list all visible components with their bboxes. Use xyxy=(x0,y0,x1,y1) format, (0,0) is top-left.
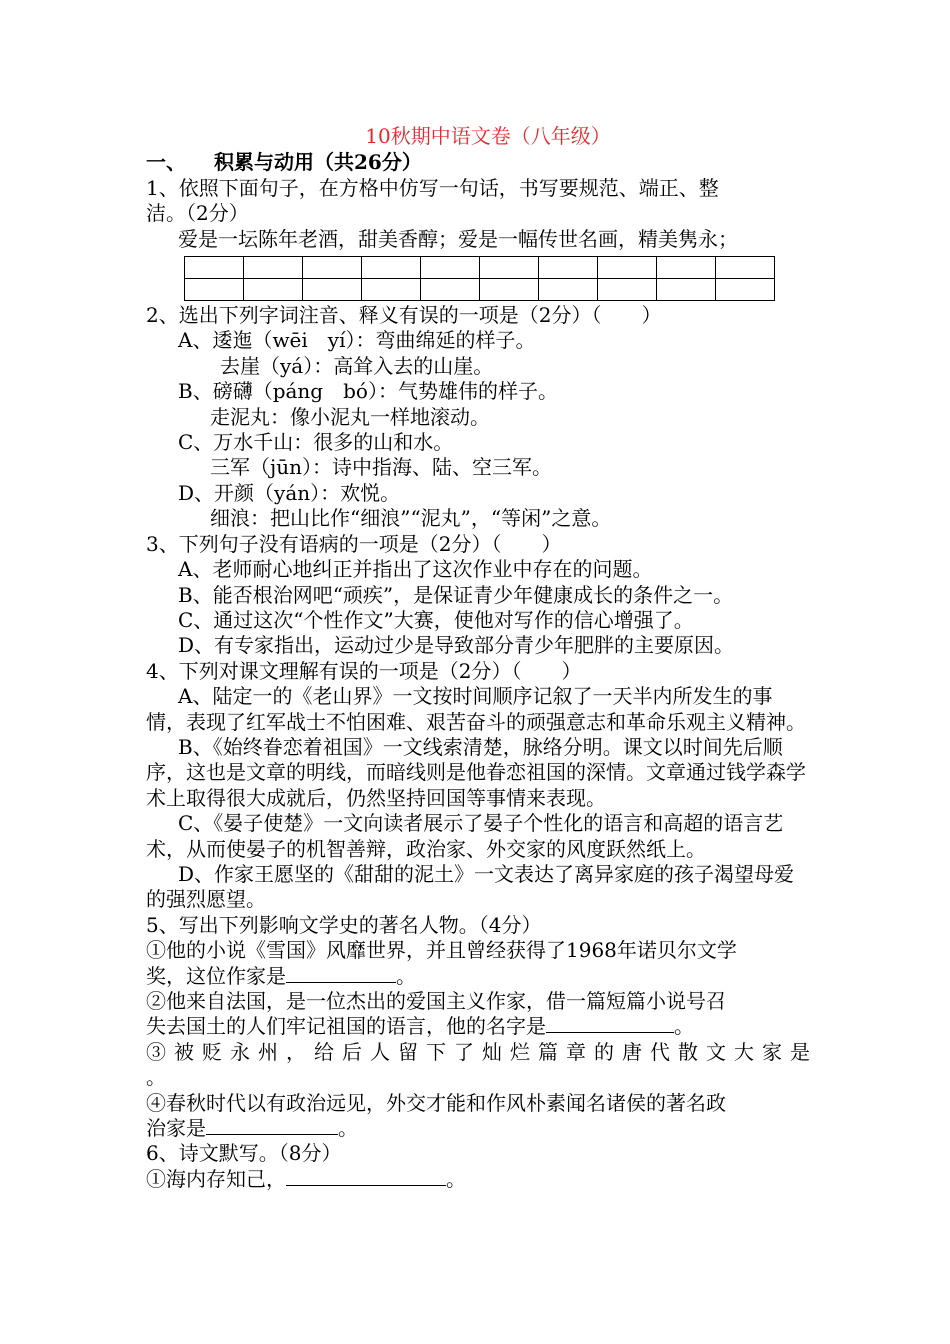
q5-item4-line1: ④春秋时代以有政治远见，外交才能和作风朴素闻名诸侯的著名政 xyxy=(146,1090,726,1115)
q5-item2-line1: ②他来自法国，是一位杰出的爱国主义作家，借一篇短篇小说号召 xyxy=(146,989,726,1013)
q1-example-sentence: 爱是一坛陈年老酒，甜美香醇；爱是一幅传世名画，精美隽永； xyxy=(178,226,738,251)
period: 。 xyxy=(338,1116,358,1141)
q6-item1-text: ①海内存知己， xyxy=(146,1166,286,1191)
grid-cell[interactable] xyxy=(598,257,657,279)
period: 。 xyxy=(146,1065,166,1090)
grid-cell[interactable] xyxy=(303,279,362,301)
grid-cell[interactable] xyxy=(185,279,244,301)
q6-stem: 6、诗文默写。（8分） xyxy=(146,1141,342,1166)
section-label: 积累与动用（共26分） xyxy=(214,150,422,175)
grid-cell[interactable] xyxy=(421,279,480,301)
grid-cell[interactable] xyxy=(480,257,539,279)
q5-item2-line2 xyxy=(146,1014,810,1039)
q1-stem-line1: 1、依照下面句子，在方格中仿写一句话，书写要规范、端正、整 xyxy=(146,175,719,200)
q3-option-b: B、能否根治网吧“顽疾”，是保证青少年健康成长的条件之一。 xyxy=(178,582,734,607)
answer-blank[interactable] xyxy=(206,1116,338,1135)
q3-option-d: D、有专家指出，运动过少是导致部分青少年肥胖的主要原因。 xyxy=(178,633,735,658)
grid-cell[interactable] xyxy=(480,279,539,301)
q5-item3-line2 xyxy=(146,1065,810,1090)
grid-cell[interactable] xyxy=(244,257,303,279)
q6-item1 xyxy=(146,1167,810,1192)
grid-cell[interactable] xyxy=(244,279,303,301)
q5-item4-text: 治家是 xyxy=(146,1116,206,1141)
grid-cell[interactable] xyxy=(421,257,480,279)
q5-item4-line2 xyxy=(146,1116,810,1141)
q1-stem-line2: 洁。（2分） xyxy=(146,201,249,226)
grid-cell[interactable] xyxy=(362,279,421,301)
q3-option-a: A、老师耐心地纠正并指出了这次作业中存在的问题。 xyxy=(178,557,653,582)
period: 。 xyxy=(446,1166,466,1191)
q2-option-a: A、逶迤（wēi yí）：弯曲绵延的样子。 xyxy=(178,328,536,353)
answer-blank[interactable] xyxy=(286,964,396,983)
period: 。 xyxy=(674,1014,694,1039)
q2-option-c: C、万水千山：很多的山和水。 xyxy=(178,430,454,455)
q2-option-b: B、磅礴（páng bó）：气势雄伟的样子。 xyxy=(178,379,558,404)
exam-page xyxy=(146,124,810,1192)
q2-stem: 2、选出下列字词注音、释义有误的一项是（2分）（ ） xyxy=(146,303,662,328)
q3-stem: 3、下列句子没有语病的一项是（2分）（ ） xyxy=(146,531,562,556)
q5-stem: 5、写出下列影响文学史的著名人物。（4分） xyxy=(146,912,542,937)
writing-grid[interactable] xyxy=(184,256,775,301)
q4-option-d: D、作家王愿坚的《甜甜的泥土》一文表达了离异家庭的孩子渴望母爱的强烈愿望。 xyxy=(146,861,795,912)
answer-blank[interactable] xyxy=(546,1014,674,1033)
grid-cell[interactable] xyxy=(657,257,716,279)
q4-stem: 4、下列对课文理解有误的一项是（2分）（ ） xyxy=(146,658,582,683)
q5-item1-line1: ①他的小说《雪国》风靡世界，并且曾经获得了1968年诺贝尔文学 xyxy=(146,938,737,963)
q5-item1-text: 奖，这位作家是 xyxy=(146,963,286,988)
q2-option-a-2: 去崖（yá）：高耸入去的山崖。 xyxy=(220,353,494,378)
q5-item1-line2 xyxy=(146,964,810,989)
q4-option-a: A、陆定一的《老山界》一文按时间顺序记叙了一天半内所发生的事情，表现了红军战士不怕困难、艰苦奋斗的顽强意志和革命乐观主义精神。 xyxy=(146,684,806,734)
q5-item3-line1: ③被贬永州，给后人留下了灿烂篇章的唐代散文大家是 xyxy=(146,1039,810,1064)
answer-blank[interactable] xyxy=(286,1167,446,1186)
q4-option-b: B、《始终眷恋着祖国》一文线索清楚，脉络分明。课文以时间先后顺序，这也是文章的明线，而暗线则是他眷恋祖国的深情。文章通过钱学森学术上取得很大成就后，仍然坚持回国等事情来表现。 xyxy=(146,734,806,810)
grid-cell[interactable] xyxy=(539,257,598,279)
q4-option-c: C、《晏子使楚》一文向读者展示了晏子个性化的语言和高超的语言艺术，从而使晏子的机智善辩，政治家、外交家的风度跃然纸上。 xyxy=(146,811,784,861)
section-heading xyxy=(146,150,810,175)
section-number: 一、 xyxy=(146,150,186,175)
grid-cell[interactable] xyxy=(716,257,775,279)
grid-cell[interactable] xyxy=(657,279,716,301)
grid-cell[interactable] xyxy=(539,279,598,301)
grid-cell[interactable] xyxy=(185,257,244,279)
q2-option-b-2: 走泥丸：像小泥丸一样地滚动。 xyxy=(210,404,490,429)
grid-cell[interactable] xyxy=(716,279,775,301)
grid-cell[interactable] xyxy=(362,257,421,279)
grid-cell[interactable] xyxy=(303,257,362,279)
grid-cell[interactable] xyxy=(598,279,657,301)
q5-item2-text: 失去国土的人们牢记祖国的语言，他的名字是 xyxy=(146,1014,546,1039)
period: 。 xyxy=(396,963,416,988)
q2-option-c-2: 三军（jūn）：诗中指海、陆、空三军。 xyxy=(210,455,552,480)
q2-option-d: D、开颜（yán）：欢悦。 xyxy=(178,480,401,505)
q3-option-c: C、通过这次“个性作文”大赛，使他对写作的信心增强了。 xyxy=(178,607,694,632)
q2-option-d-2: 细浪：把山比作“细浪”“泥丸”，“等闲”之意。 xyxy=(210,506,612,531)
exam-title: 10秋期中语文卷（八年级） xyxy=(365,124,611,148)
